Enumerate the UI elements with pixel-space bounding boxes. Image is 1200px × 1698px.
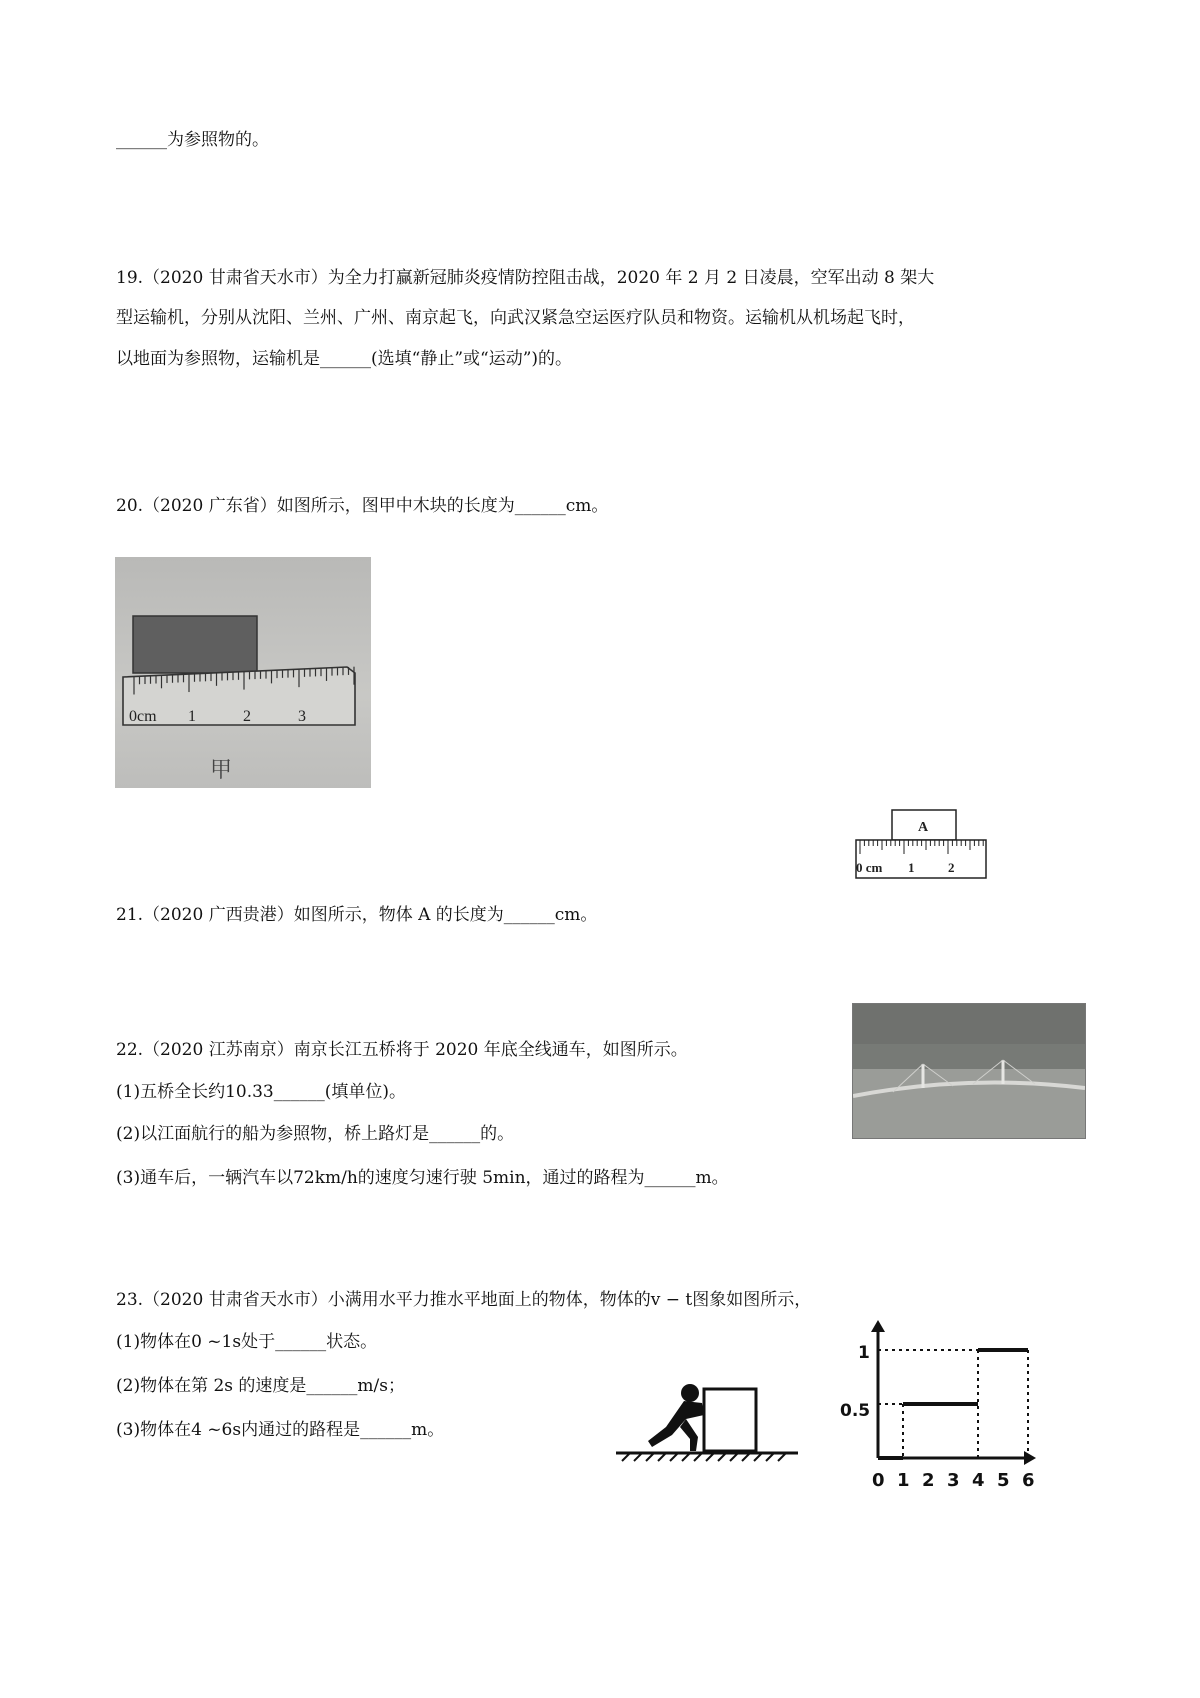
river-water bbox=[853, 1069, 1085, 1138]
x-tick-labels bbox=[872, 1470, 1035, 1491]
x-tick-label: 5 bbox=[997, 1470, 1010, 1491]
wooden-block bbox=[133, 616, 257, 673]
figure-caption-jia: 甲 bbox=[210, 758, 233, 783]
question-23: 23.（2020 甘肃省天水市）小满用水平力推水平地面上的物体，物体的v − t图象如图所示， bbox=[116, 1290, 812, 1310]
question-20: 20.（2020 广东省）如图所示，图甲中木块的长度为______cm。 bbox=[116, 496, 609, 516]
figure-22-bridge-photo bbox=[852, 1003, 1086, 1139]
block-a-label: A bbox=[918, 820, 929, 835]
question-22: 22.（2020 江苏南京）南京长江五桥将于 2020 年底全线通车，如图所示。 bbox=[116, 1040, 688, 1060]
x-tick-label: 4 bbox=[972, 1470, 985, 1491]
question-19-line-3: 以地面为参照物，运输机是______(选填“静止”或“运动”)的。 bbox=[116, 349, 573, 369]
question-23-part-3: (3)物体在4 ~6s内通过的路程是______m。 bbox=[116, 1420, 445, 1440]
x-tick-label: 1 bbox=[897, 1470, 910, 1491]
person-head bbox=[681, 1384, 699, 1402]
question-21: 21.（2020 广西贵港）如图所示，物体 A 的长度为______cm。 bbox=[116, 905, 598, 925]
y-axis-arrow bbox=[871, 1320, 885, 1332]
question-19-line-1: 19.（2020 甘肃省天水市）为全力打赢新冠肺炎疫情防控阻击战，2020 年 2 月 2 日凌晨，空军出动 8 架大 bbox=[116, 268, 935, 288]
figure-20-drawing bbox=[115, 557, 371, 788]
y-tick-0-5: 0.5 bbox=[840, 1401, 871, 1421]
question-22-part-3: (3)通车后，一辆汽车以72km/h的速度匀速行驶 5min，通过的路程为______m。 bbox=[116, 1168, 729, 1188]
tick-label-2: 2 bbox=[243, 708, 251, 725]
x-tick-label: 0 bbox=[872, 1470, 885, 1491]
tick-label-0cm: 0cm bbox=[129, 708, 157, 725]
tick-label-2: 2 bbox=[948, 860, 955, 875]
city-skyline bbox=[853, 1044, 1085, 1069]
y-tick-1: 1 bbox=[858, 1343, 870, 1363]
tick-label-1: 1 bbox=[188, 708, 196, 725]
tick-label-0cm: 0 cm bbox=[856, 860, 883, 875]
x-tick-label: 6 bbox=[1022, 1470, 1035, 1491]
person-leg bbox=[680, 1419, 698, 1451]
figure-20-ruler-photo bbox=[115, 557, 371, 788]
text-line-prev-answer: ______为参照物的。 bbox=[116, 130, 269, 150]
question-22-part-1: (1)五桥全长约10.33______(填单位)。 bbox=[116, 1082, 407, 1102]
x-tick-label: 3 bbox=[947, 1470, 960, 1491]
question-23-part-2: (2)物体在第 2s 的速度是______m/s； bbox=[116, 1376, 405, 1396]
x-axis-arrow bbox=[1024, 1451, 1036, 1465]
tick-label-3: 3 bbox=[298, 708, 306, 725]
question-19-line-2: 型运输机，分别从沈阳、兰州、广州、南京起飞，向武汉紧急空运医疗队员和物资。运输机从机场起飞时， bbox=[116, 308, 915, 328]
figure-21-ruler bbox=[852, 800, 990, 892]
pushed-box bbox=[704, 1389, 756, 1451]
question-23-part-1: (1)物体在0 ~1s处于______状态。 bbox=[116, 1332, 378, 1352]
x-tick-label: 2 bbox=[922, 1470, 935, 1491]
tick-label-1: 1 bbox=[908, 860, 915, 875]
question-22-part-2: (2)以江面航行的船为参照物，桥上路灯是______的。 bbox=[116, 1124, 515, 1144]
figure-23-person-pushing-box bbox=[612, 1375, 802, 1467]
figure-23-vt-graph bbox=[818, 1318, 1040, 1496]
